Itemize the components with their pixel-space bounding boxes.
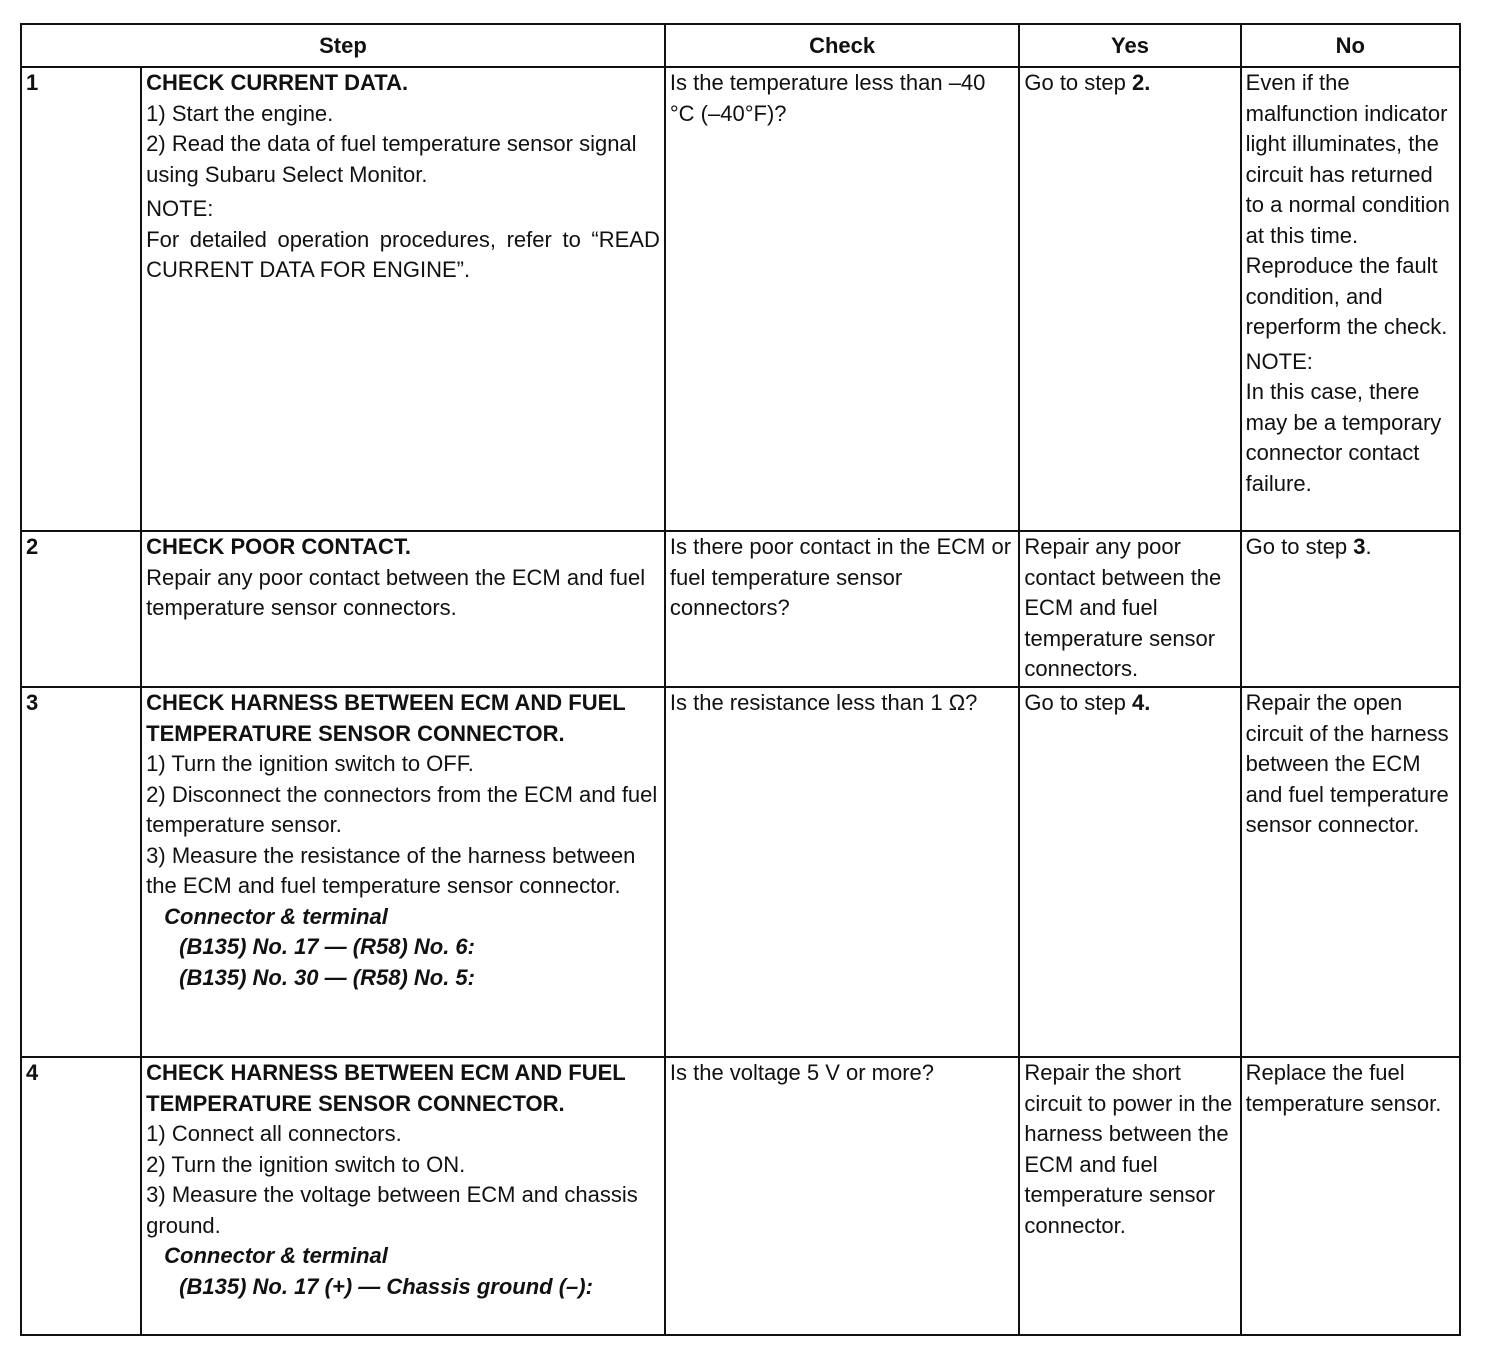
yes-prefix: Go to step [1024, 70, 1132, 95]
no-cell: Repair the open circuit of the harness between the ECM and fuel temperature sensor connector. [1241, 687, 1460, 1057]
step-reference-suffix: . [1365, 534, 1372, 559]
step-instruction: 2) Turn the ignition switch to ON. [146, 1151, 466, 1177]
step-title: CHECK HARNESS BETWEEN ECM AND FUEL TEMPERATURE SENSOR CONNECTOR. [146, 690, 626, 746]
step-cell [141, 67, 665, 531]
step-reference: 3 [1353, 534, 1366, 559]
header-step: Step [21, 24, 665, 67]
step-reference-suffix: . [1144, 70, 1151, 95]
header-yes: Yes [1019, 24, 1240, 67]
header-row [21, 24, 1460, 67]
step-number: 3 [21, 687, 141, 1057]
header-check: Check [665, 24, 1019, 67]
step-instruction: 3) Measure the resistance of the harness between the ECM and fuel temperature sensor connector. [146, 842, 636, 898]
table-row [21, 67, 1460, 531]
connector-terminal-value: (B135) No. 30 — (R58) No. 5: [179, 964, 475, 990]
no-cell: Replace the fuel temperature sensor. [1241, 1057, 1460, 1335]
diagnostic-table [20, 23, 1461, 1336]
check-cell: Is the voltage 5 V or more? [665, 1057, 1019, 1335]
step-instruction: Repair any poor contact between the ECM and fuel temperature sensor connectors. [146, 564, 646, 620]
connector-terminal-label: Connector & terminal [164, 1243, 388, 1268]
yes-cell: Repair any poor contact between the ECM and fuel temperature sensor connectors. [1019, 531, 1240, 687]
yes-cell: Repair the short circuit to power in the harness between the ECM and fuel temperature sensor connector. [1019, 1057, 1240, 1335]
no-cell [1241, 67, 1460, 531]
step-number: 4 [21, 1057, 141, 1335]
step-title: CHECK CURRENT DATA. [146, 70, 409, 95]
no-prefix: Go to step [1245, 534, 1354, 559]
note-text: For detailed operation procedures, refer to “READ CURRENT DATA FOR ENGINE”. [146, 226, 660, 282]
check-cell: Is there poor contact in the ECM or fuel temperature sensor connectors? [665, 531, 1019, 687]
header-no: No [1241, 24, 1460, 67]
step-number: 2 [21, 531, 141, 687]
note-label: NOTE: [1245, 348, 1313, 374]
step-reference: 2 [1131, 70, 1145, 95]
note-text: In this case, there may be a temporary connector contact failure. [1245, 379, 1442, 496]
table-row [21, 687, 1460, 1057]
connector-terminal-value: (B135) No. 17 — (R58) No. 6: [179, 934, 475, 959]
step-title: CHECK POOR CONTACT. [146, 534, 411, 559]
step-instruction: 3) Measure the voltage between ECM and chassis ground. [146, 1182, 638, 1238]
step-cell [141, 1057, 665, 1335]
connector-terminal-value: (B135) No. 17 (+) — Chassis ground (–): [179, 1273, 593, 1299]
step-reference: 4 [1131, 690, 1145, 715]
step-cell [141, 531, 665, 687]
no-cell [1241, 531, 1460, 687]
step-instruction: 1) Start the engine. [146, 100, 334, 126]
step-number: 1 [21, 67, 141, 531]
note-label: NOTE: [146, 196, 214, 221]
no-text: Even if the malfunction indicator light illuminates, the circuit has returned to a normal condition at this time. Reproduce the fault condition, and reperform the check. [1245, 70, 1450, 339]
step-instruction: 1) Connect all connectors. [146, 1121, 402, 1146]
table-row [21, 531, 1460, 687]
step-title: CHECK HARNESS BETWEEN ECM AND FUEL TEMPERATURE SENSOR CONNECTOR. [146, 1060, 626, 1116]
check-cell: Is the temperature less than –40 °C (–40°F)? [665, 67, 1019, 531]
yes-cell [1019, 687, 1240, 1057]
table-row [21, 1057, 1460, 1335]
yes-prefix: Go to step [1024, 690, 1132, 715]
step-instruction: 2) Disconnect the connectors from the ECM and fuel temperature sensor. [146, 781, 658, 837]
step-reference-suffix: . [1144, 690, 1151, 715]
step-instruction: 1) Turn the ignition switch to OFF. [146, 751, 474, 776]
check-cell: Is the resistance less than 1 Ω? [665, 687, 1019, 1057]
yes-cell [1019, 67, 1240, 531]
connector-terminal-label: Connector & terminal [164, 903, 388, 929]
step-instruction: 2) Read the data of fuel temperature sensor signal using Subaru Select Monitor. [146, 131, 637, 187]
step-cell [141, 687, 665, 1057]
